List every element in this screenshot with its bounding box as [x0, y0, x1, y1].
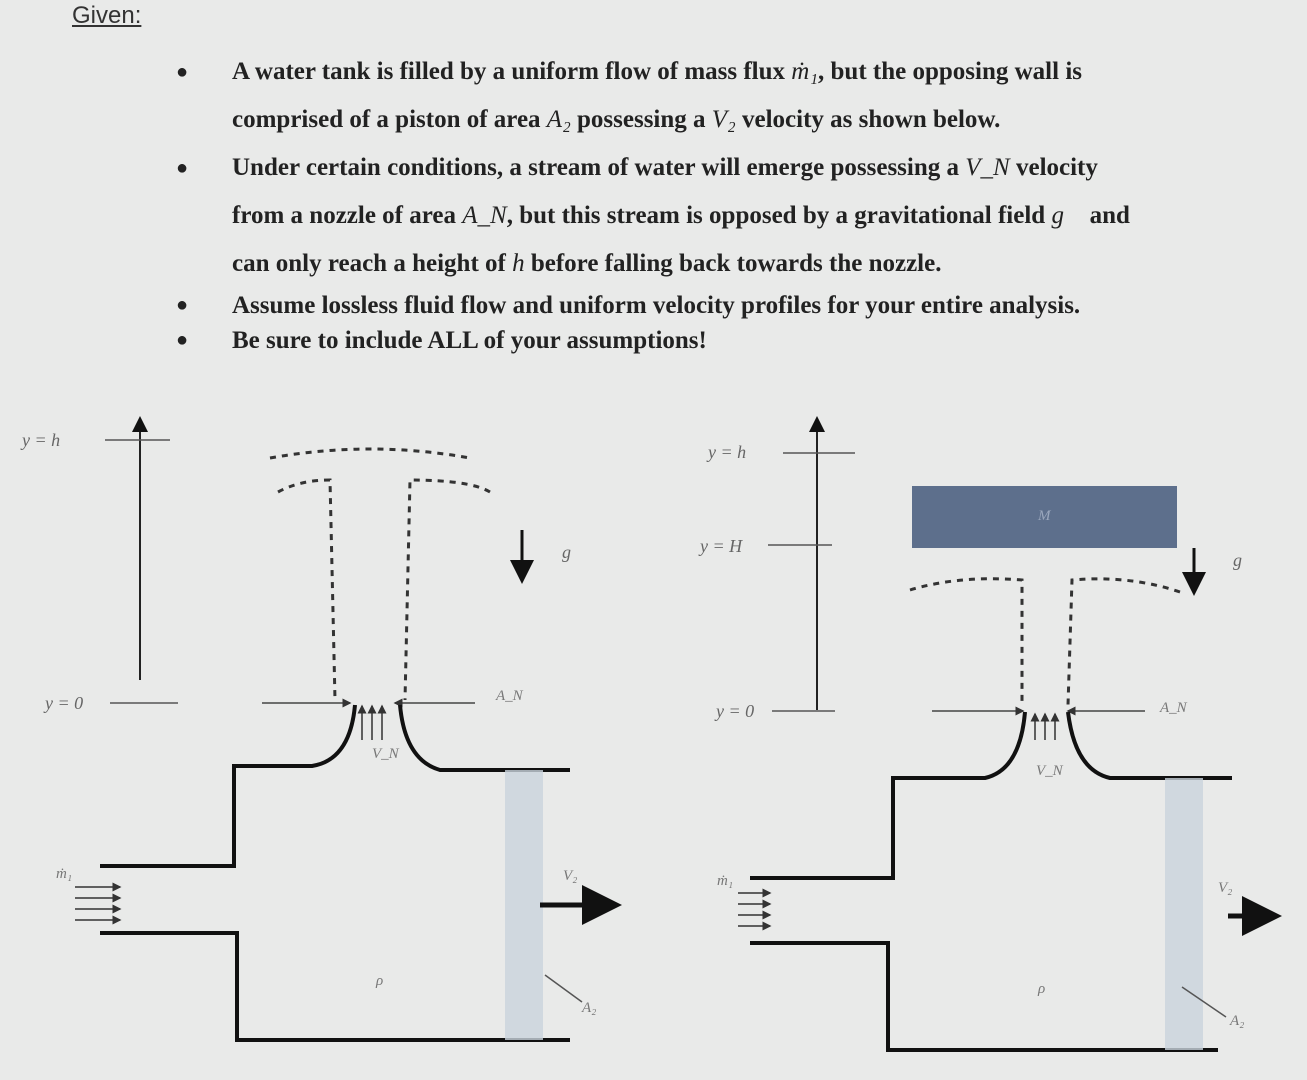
symbol-mdot1: ṁ₁ [791, 58, 819, 85]
label-y-0: y = 0 [716, 701, 755, 721]
tank-wall-right [1068, 712, 1232, 778]
symbol-h: h [512, 250, 525, 277]
bullet-text: comprised of a piston of area [232, 106, 541, 133]
piston [505, 770, 543, 1040]
tank-wall-lower [750, 943, 1218, 1050]
bullet-dot: ● [176, 157, 189, 179]
tank-wall-upper [100, 705, 355, 866]
bullet-text: possessing a [577, 106, 706, 133]
label-gravity: g⃗ [562, 542, 586, 562]
bullet-text: before falling back towards the nozzle. [530, 250, 942, 277]
jet-left-dashed [278, 480, 335, 700]
piston [1165, 778, 1203, 1050]
right-figure [698, 420, 1272, 1050]
bullet-text: can only reach a height of [232, 250, 506, 277]
label-nozzle-area: A_N [496, 688, 523, 704]
label-inlet: ṁ₁ [56, 866, 73, 882]
symbol-AN: A_N [462, 202, 507, 229]
bullet-text: velocity as shown below. [742, 106, 1001, 133]
label-nozzle-velocity: V_N [1036, 763, 1063, 779]
bullet-text: and [1089, 202, 1130, 229]
jet-left-dashed [910, 579, 1022, 705]
bullet-text: velocity [1015, 154, 1098, 181]
bullet-text: , but this stream is opposed by a gravitational field [506, 202, 1046, 229]
tank-wall-upper [750, 712, 1025, 878]
label-y-H: y = H [700, 536, 743, 556]
label-piston-velocity: V₂ [563, 868, 578, 884]
label-y-h: y = h [708, 442, 747, 462]
label-piston-area: A₂ [582, 1000, 597, 1016]
bullet-text: Assume lossless fluid flow and uniform velocity profiles for your entire analysis. [232, 292, 1081, 319]
given-heading: Given: [72, 2, 142, 29]
bullet-text: from a nozzle of area [232, 202, 456, 229]
label-gravity: g⃗ [1233, 550, 1257, 570]
label-y-0: y = 0 [45, 693, 84, 713]
left-figure [20, 420, 612, 1040]
bullet-text: A water tank is filled by a uniform flow of mass flux [232, 58, 786, 85]
bullet-text: Be sure to include ALL of your assumptions! [232, 327, 707, 354]
jet-right-dashed [1068, 579, 1180, 705]
label-inlet: ṁ₁ [717, 873, 734, 889]
label-piston-velocity: V₂ [1218, 880, 1233, 896]
symbol-VN: V_N [965, 154, 1010, 181]
label-nozzle-area: A_N [1160, 700, 1187, 716]
label-mass: M [1038, 508, 1051, 524]
symbol-g: g⃗ [1051, 202, 1084, 229]
label-density: ρ [1038, 981, 1046, 997]
bullet-dot: ● [176, 294, 189, 316]
jet-top-dashed [270, 449, 470, 458]
bullet-text: Under certain conditions, a stream of water will emerge possessing a [232, 154, 960, 181]
piston-area-leader [545, 975, 582, 1002]
label-y-h: y = h [22, 430, 61, 450]
tank-wall-lower [100, 933, 570, 1040]
symbol-V2: V₂ [711, 106, 736, 133]
bullet-dot: ● [176, 61, 189, 83]
tank-wall-right [400, 705, 570, 770]
symbol-A2: A₂ [546, 106, 571, 133]
jet-right-dashed [405, 480, 490, 700]
bullet-dot: ● [176, 329, 189, 351]
bullet-text: , but the opposing wall is [818, 58, 1082, 85]
label-nozzle-velocity: V_N [372, 746, 399, 762]
label-piston-area: A₂ [1230, 1013, 1245, 1029]
label-density: ρ [376, 973, 384, 989]
